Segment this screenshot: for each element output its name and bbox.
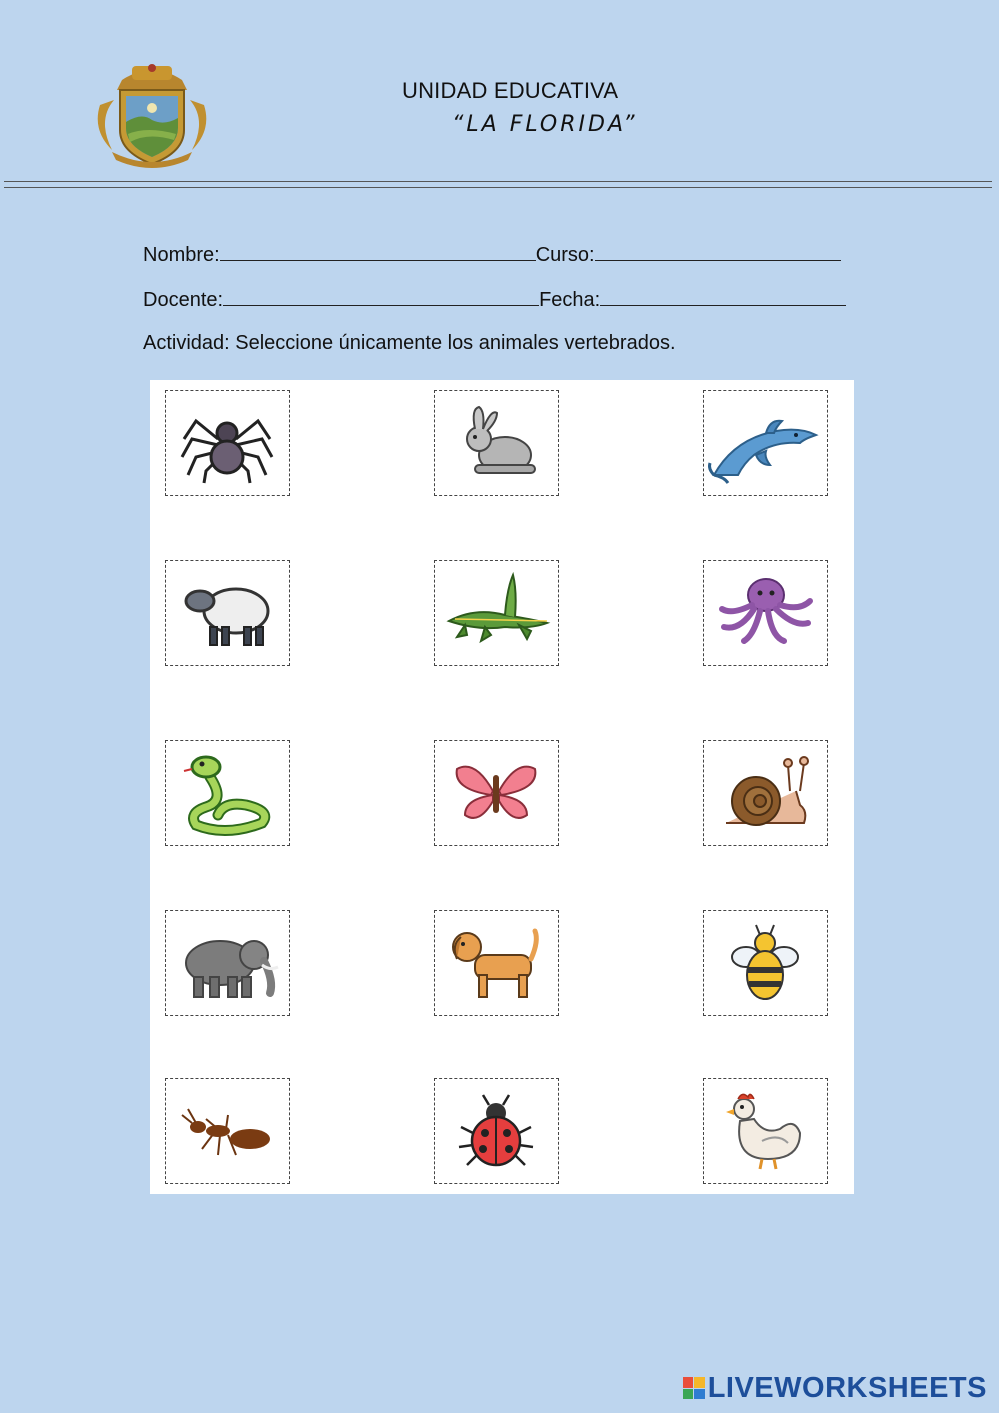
nombre-field[interactable] xyxy=(220,242,536,261)
rabbit-icon xyxy=(435,391,557,494)
butterfly-icon xyxy=(435,741,557,844)
docente-label: Docente: xyxy=(143,289,224,311)
header-divider-top xyxy=(4,181,992,182)
animal-card-octopus[interactable] xyxy=(703,560,828,666)
octopus-icon xyxy=(704,561,826,664)
brand-text: LIVEWORKSHEETS xyxy=(707,1371,987,1404)
animal-selection-panel xyxy=(150,380,854,1194)
bee-icon xyxy=(704,911,826,1014)
dolphin-icon xyxy=(704,391,826,494)
animal-card-snail[interactable] xyxy=(703,740,828,846)
liveworksheets-brand[interactable] xyxy=(683,1371,987,1405)
elephant-icon xyxy=(166,911,288,1014)
sheep-icon xyxy=(166,561,288,664)
hen-icon xyxy=(704,1079,826,1182)
animal-card-spider[interactable] xyxy=(165,390,290,496)
curso-field[interactable] xyxy=(595,242,841,261)
curso-label: Curso: xyxy=(535,244,595,266)
ant-icon xyxy=(166,1079,288,1182)
spider-icon xyxy=(166,391,288,494)
nombre-curso-row xyxy=(143,242,841,267)
nombre-label: Nombre: xyxy=(143,244,220,266)
school-crest-icon xyxy=(92,60,212,170)
animal-card-elephant[interactable] xyxy=(165,910,290,1016)
dog-icon xyxy=(435,911,557,1014)
school-name: UNIDAD EDUCATIVA xyxy=(402,78,619,103)
crocodile-icon xyxy=(435,561,557,664)
animal-card-sheep[interactable] xyxy=(165,560,290,666)
header-divider-bottom xyxy=(4,187,992,188)
animal-card-ladybug[interactable] xyxy=(434,1078,559,1184)
animal-card-bee[interactable] xyxy=(703,910,828,1016)
animal-card-butterfly[interactable] xyxy=(434,740,559,846)
animal-card-crocodile[interactable] xyxy=(434,560,559,666)
animal-card-ant[interactable] xyxy=(165,1078,290,1184)
liveworksheets-logo-icon xyxy=(683,1377,705,1399)
animal-card-dog[interactable] xyxy=(434,910,559,1016)
snake-icon xyxy=(166,741,288,844)
school-subtitle: “LA FLORIDA” xyxy=(452,112,638,137)
fecha-field[interactable] xyxy=(600,287,846,306)
animal-card-dolphin[interactable] xyxy=(703,390,828,496)
animal-card-hen[interactable] xyxy=(703,1078,828,1184)
ladybug-icon xyxy=(435,1079,557,1182)
snail-icon xyxy=(704,741,826,844)
fecha-label: Fecha: xyxy=(539,289,601,311)
animal-card-snake[interactable] xyxy=(165,740,290,846)
docente-fecha-row xyxy=(143,287,846,312)
activity-instruction: Actividad: Seleccione únicamente los animales vertebrados. xyxy=(143,332,676,354)
docente-field[interactable] xyxy=(223,287,539,306)
animal-card-rabbit[interactable] xyxy=(434,390,559,496)
